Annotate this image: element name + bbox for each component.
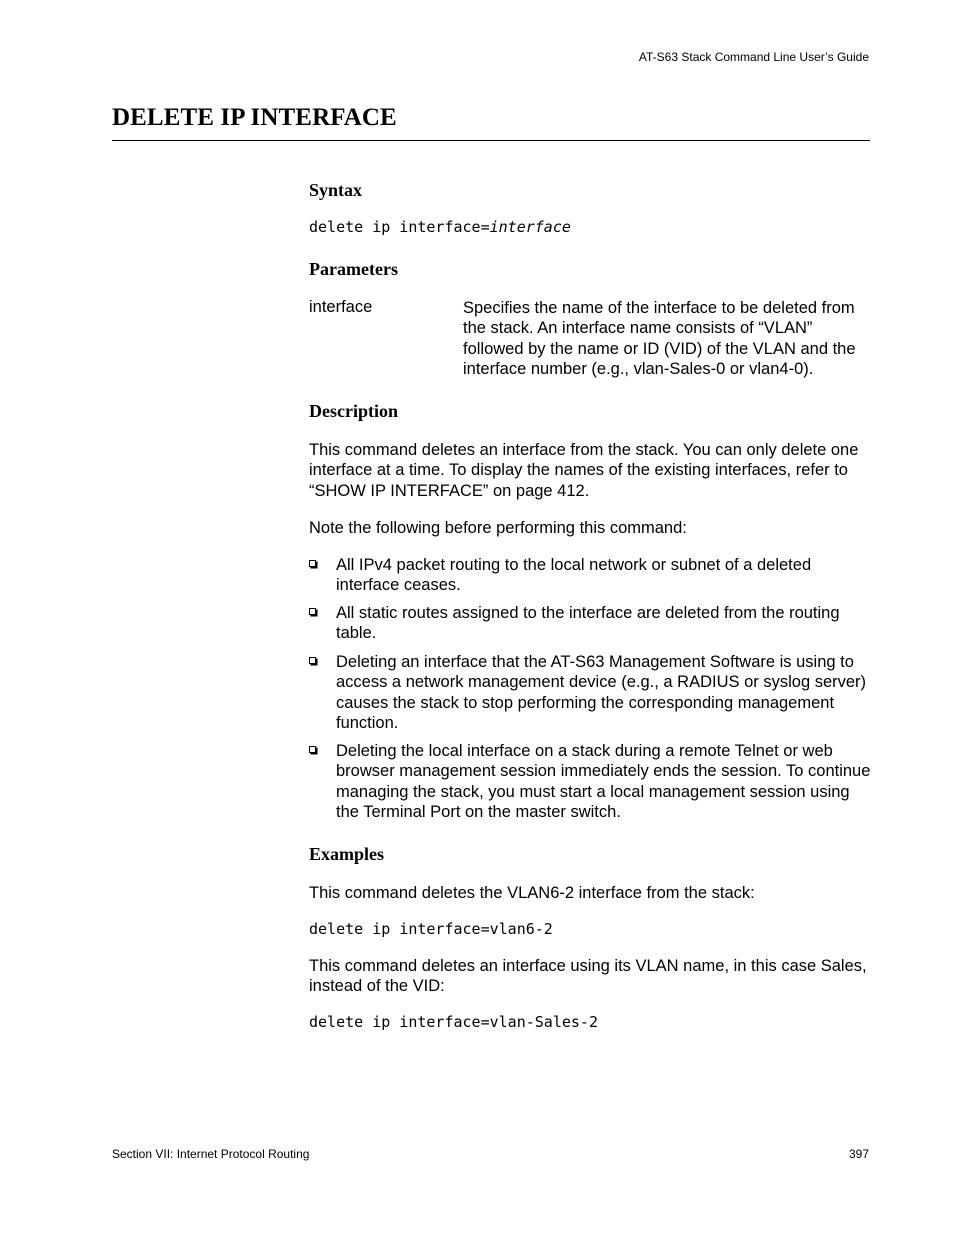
syntax-command — [309, 218, 571, 236]
description-paragraph-2: Note the following before performing this command: — [309, 519, 687, 537]
footer-page-number: 397 — [848, 1147, 869, 1161]
title-rule — [112, 140, 870, 141]
syntax-command-param: interface — [489, 218, 571, 236]
list-item-text: Deleting the local interface on a stack during a remote Telnet or web browser management session immediately ends the session. To continue managing the stack, you must start a local management session using the Terminal Port on the master switch. — [336, 742, 871, 821]
parameters-heading: Parameters — [309, 259, 398, 279]
list-item-text: All IPv4 packet routing to the local network or subnet of a deleted interface ceases. — [336, 556, 812, 595]
list-item — [309, 603, 871, 644]
running-header: AT-S63 Stack Command Line User’s Guide — [638, 50, 869, 64]
list-item-text: Deleting an interface that the AT-S63 Management Software is using to access a network management device (e.g., a RADIUS or syslog server) causes the stack to stop performing the corresponding management function. — [336, 653, 867, 732]
description-paragraph-1: This command deletes an interface from the stack. You can only delete one interface at a time. To display the names of the existing interfaces, refer to “SHOW IP INTERFACE” on page 412. — [309, 441, 859, 500]
examples-heading: Examples — [309, 844, 385, 864]
parameter-description: Specifies the name of the interface to be deleted from the stack. An interface name consists of “VLAN” followed by the name or ID (VID) of the VLAN and the interface number (e.g., vlan-Sales-0 or vlan4-0). — [463, 299, 856, 378]
checkbox-bullet-icon — [309, 746, 316, 753]
list-item — [309, 741, 871, 822]
list-item-text: All static routes assigned to the interface are deleted from the routing table. — [336, 604, 840, 643]
checkbox-bullet-icon — [309, 608, 316, 615]
syntax-command-prefix: delete ip interface= — [309, 218, 490, 236]
example-intro-2: This command deletes an interface using its VLAN name, in this case Sales, instead of the VID: — [309, 957, 867, 996]
checkbox-bullet-icon — [309, 657, 316, 664]
example-command-1: delete ip interface=vlan6-2 — [309, 920, 553, 938]
list-item — [309, 555, 871, 596]
syntax-heading: Syntax — [309, 180, 363, 200]
checkbox-bullet-icon — [309, 560, 316, 567]
description-heading: Description — [309, 401, 398, 421]
list-item — [309, 652, 871, 733]
example-intro-1: This command deletes the VLAN6-2 interface from the stack: — [309, 884, 755, 902]
footer-section: Section VII: Internet Protocol Routing — [112, 1147, 310, 1161]
parameter-name: interface — [309, 298, 373, 316]
page-title: DELETE IP INTERFACE — [112, 104, 397, 131]
example-command-2: delete ip interface=vlan-Sales-2 — [309, 1013, 598, 1031]
